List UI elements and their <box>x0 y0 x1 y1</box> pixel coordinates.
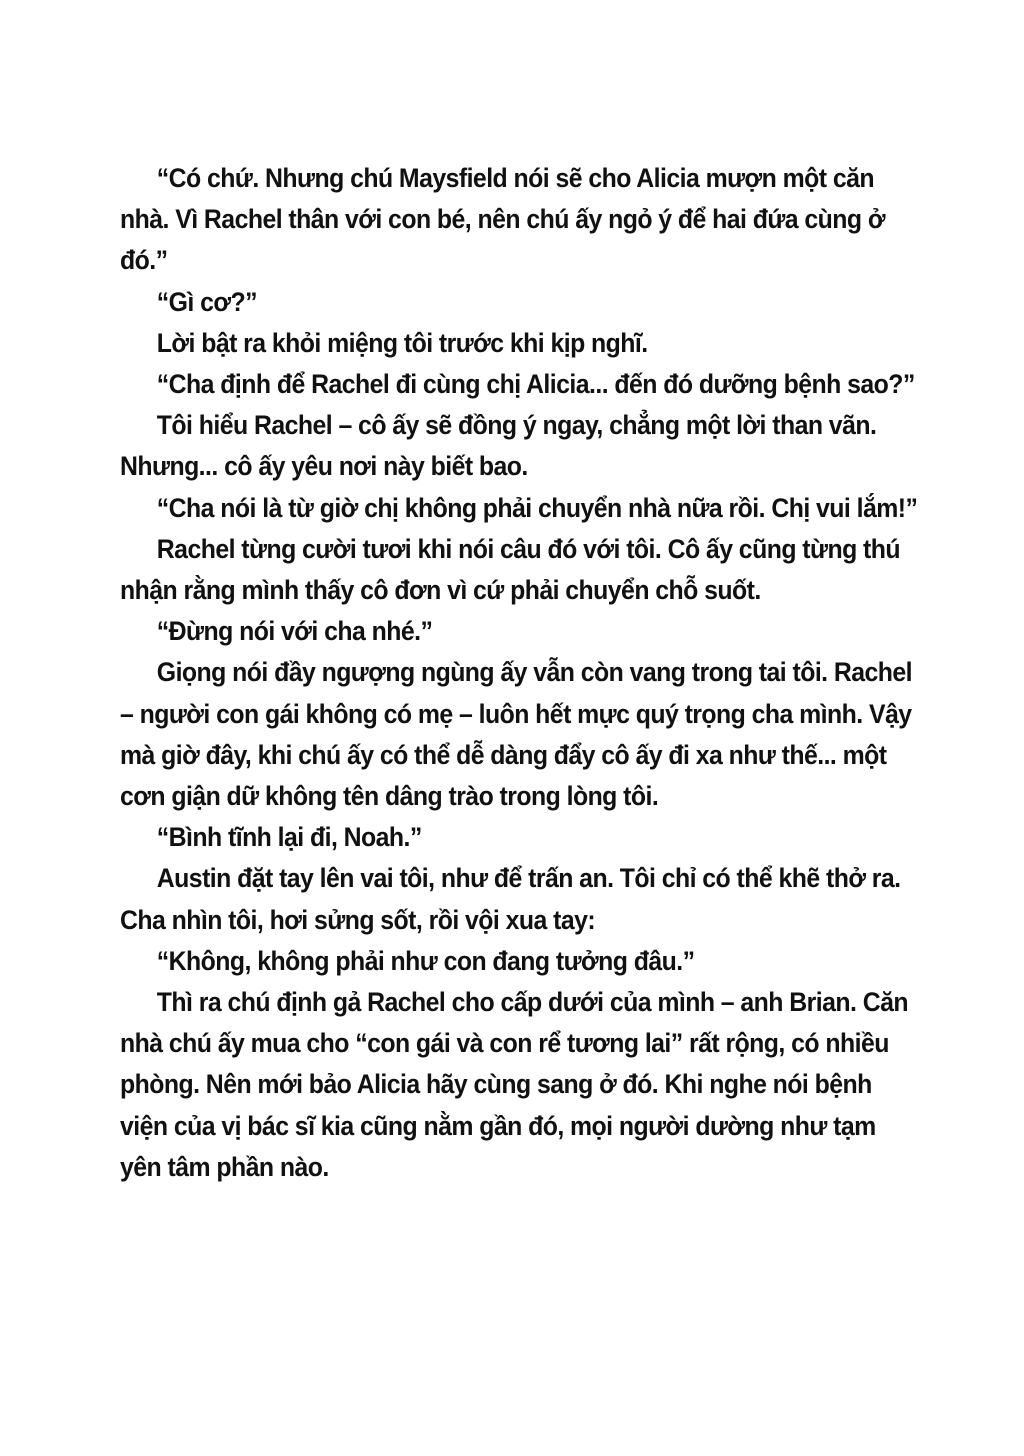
paragraph: Lời bật ra khỏi miệng tôi trước khi kịp nghĩ. <box>156 327 648 358</box>
document-body <box>120 158 920 1188</box>
paragraph: Tôi hiểu Rachel – cô ấy sẽ đồng ý ngay, chẳng một lời than vãn. Nhưng... cô ấy yêu nơi này biết bao. <box>120 410 877 482</box>
paragraph: “Gì cơ?” <box>156 286 258 317</box>
paragraph: Rachel từng cười tươi khi nói câu đó với tôi. Cô ấy cũng từng thú nhận rằng mình thấy cô đơn vì cứ phải chuyển chỗ suốt. <box>120 533 901 606</box>
paragraph: “Không, không phải như con đang tưởng đâu.” <box>156 945 695 976</box>
paragraph: “Đừng nói với cha nhé.” <box>156 616 433 647</box>
paragraph: “Cha nói là từ giờ chị không phải chuyển nhà nữa rồi. Chị vui lắm!” <box>156 492 918 523</box>
paragraph: “Có chứ. Nhưng chú Maysfield nói sẽ cho Alicia mượn một căn nhà. Vì Rachel thân với con bé, nên chú ấy ngỏ ý để hai đứa cùng ở đó.” <box>120 163 885 276</box>
paragraph: “Bình tĩnh lại đi, Noah.” <box>156 822 422 853</box>
paragraph: Thì ra chú định gả Rachel cho cấp dưới của mình – anh Brian. Căn nhà chú ấy mua cho “con gái và con rể tương lai” rất rộng, có nhiều phòng. Nên mới bảo Alicia hãy cùng sang ở đó. Khi nghe nói bệnh viện của vị bác sĩ kia cũng nằm gần đó, mọi người dường như tạm yên tâm phần nào. <box>120 987 908 1182</box>
document-page <box>120 158 918 1188</box>
paragraph: Giọng nói đầy ngượng ngùng ấy vẫn còn vang trong tai tôi. Rachel – người con gái không có mẹ – luôn hết mực quý trọng cha mình. Vậy mà giờ đây, khi chú ấy có thể dễ dàng đẩy cô ấy đi xa như thế... một cơn giận dữ không tên dâng trào trong lòng tôi. <box>120 657 913 812</box>
paragraph: Austin đặt tay lên vai tôi, như để trấn an. Tôi chỉ có thể khẽ thở ra. Cha nhìn tôi, hơi sửng sốt, rồi vội xua tay: <box>120 863 901 935</box>
paragraph: “Cha định để Rachel đi cùng chị Alicia... đến đó dưỡng bệnh sao?” <box>156 369 915 400</box>
